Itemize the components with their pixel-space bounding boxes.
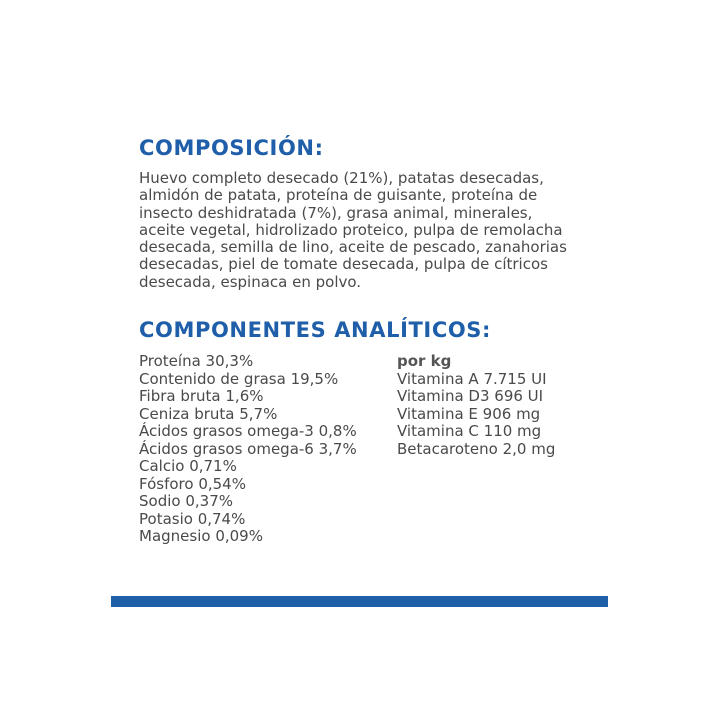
analytical-components-list xyxy=(139,353,357,546)
list-item: Ácidos grasos omega-6 3,7% xyxy=(139,439,357,458)
list-item: Vitamina A 7.715 UI xyxy=(397,369,547,388)
composition-line: aceite vegetal, hidrolizado proteico, pulpa de remolacha xyxy=(139,220,563,239)
list-item: Vitamina C 110 mg xyxy=(397,422,542,440)
list-item: Contenido de grasa 19,5% xyxy=(139,369,339,388)
composition-text xyxy=(139,170,579,291)
composition-line: Huevo completo desecado (21%), patatas desecadas, xyxy=(139,169,544,187)
list-item: Proteína 30,3% xyxy=(139,352,254,370)
list-item: Vitamina E 906 mg xyxy=(397,404,541,423)
list-item: Fósforo 0,54% xyxy=(139,474,246,493)
list-item: Ácidos grasos omega-3 0,8% xyxy=(139,422,357,440)
footer-bar xyxy=(111,596,608,607)
composition-line: desecada, espinaca en polvo. xyxy=(139,272,362,291)
vitamins-list xyxy=(397,353,555,458)
list-item: Magnesio 0,09% xyxy=(139,527,263,545)
per-kg-header: por kg xyxy=(397,352,452,370)
composition-heading: COMPOSICIÓN: xyxy=(139,136,324,160)
list-item: Ceniza bruta 5,7% xyxy=(139,404,278,423)
analytical-heading: COMPONENTES ANALÍTICOS: xyxy=(139,318,492,342)
composition-line: almidón de patata, proteína de guisante, proteína de xyxy=(139,186,538,205)
composition-line: insecto deshidratada (7%), grasa animal, minerales, xyxy=(139,203,533,222)
composition-line: desecadas, piel de tomate desecada, pulpa de cítricos xyxy=(139,255,548,274)
list-item: Potasio 0,74% xyxy=(139,509,246,528)
composition-line: desecada, semilla de lino, aceite de pescado, zanahorias xyxy=(139,238,567,257)
list-item: Fibra bruta 1,6% xyxy=(139,387,264,405)
list-item: Vitamina D3 696 UI xyxy=(397,387,544,405)
list-item: Sodio 0,37% xyxy=(139,492,233,510)
list-item: Betacaroteno 2,0 mg xyxy=(397,439,556,458)
list-item: Calcio 0,71% xyxy=(139,457,237,475)
